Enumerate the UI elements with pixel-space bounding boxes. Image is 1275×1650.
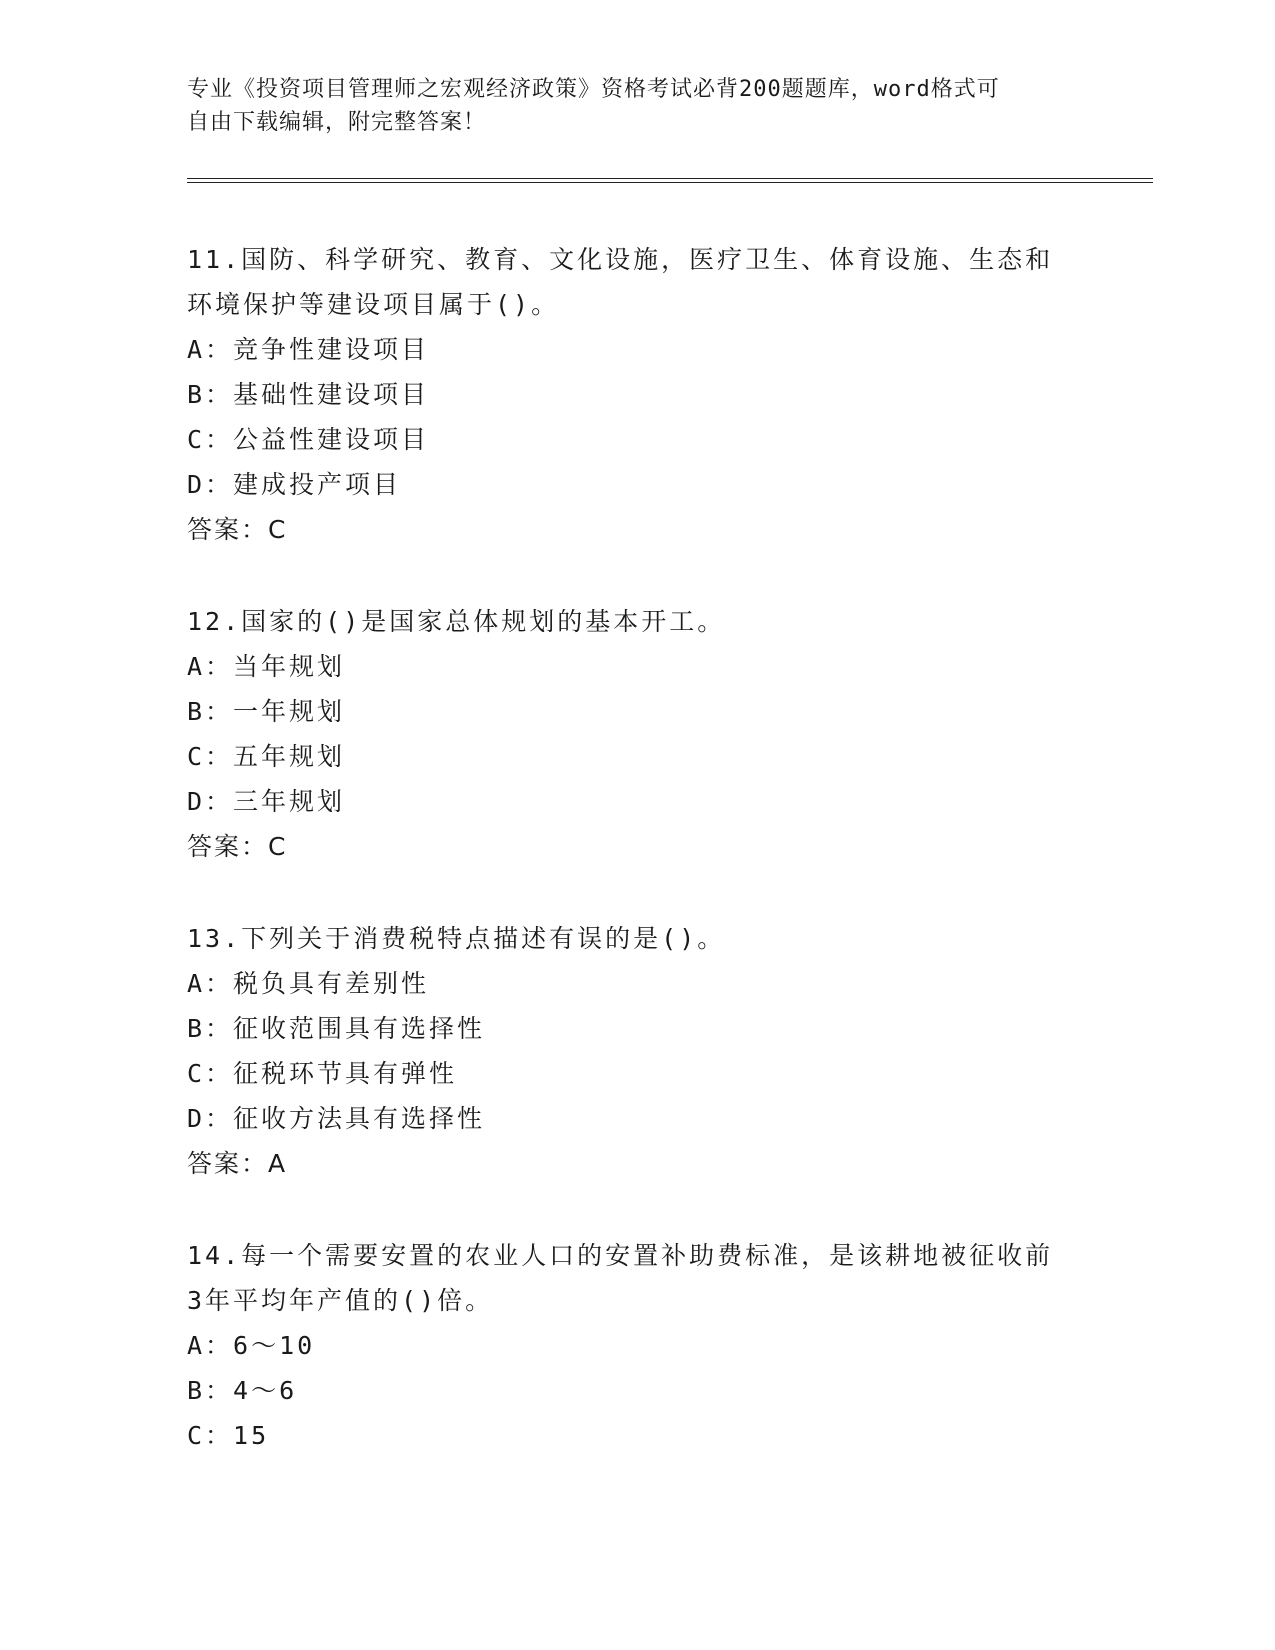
answer: 答案：C: [187, 832, 288, 861]
option-a: A：税负具有差别性: [187, 969, 430, 998]
question-list: [187, 237, 1087, 1458]
option-c: C：15: [187, 1421, 270, 1450]
option-a: A：当年规划: [187, 652, 346, 681]
option-b: B：4～6: [187, 1376, 298, 1405]
question-stem: [187, 599, 1087, 644]
option-b: B：一年规划: [187, 697, 346, 726]
question-stem: [187, 916, 1087, 961]
option-d: D：建成投产项目: [187, 470, 402, 499]
question-stem-line-1: 11.国防、科学研究、教育、文化设施，医疗卫生、体育设施、生态和: [187, 245, 1054, 274]
question-stem: [187, 237, 1087, 327]
question-stem-line-2: 环境保护等建设项目属于()。: [187, 290, 560, 319]
question-stem-line-1: 12.国家的()是国家总体规划的基本开工。: [187, 607, 726, 636]
answer: 答案：C: [187, 515, 288, 544]
question-14: [187, 1233, 1087, 1458]
header-line-1: 专业《投资项目管理师之宏观经济政策》资格考试必背200题题库，word格式可: [187, 77, 1000, 102]
option-b: B：征收范围具有选择性: [187, 1014, 486, 1043]
question-12: [187, 599, 1087, 869]
option-a: A：6～10: [187, 1331, 316, 1360]
question-spacer: [187, 869, 1087, 916]
question-stem: [187, 1233, 1087, 1323]
option-a: A：竞争性建设项目: [187, 335, 430, 364]
question-11: [187, 237, 1087, 552]
question-spacer: [187, 1186, 1087, 1233]
question-stem-line-2: 3年平均年产值的()倍。: [187, 1286, 494, 1315]
answer: 答案：A: [187, 1149, 288, 1178]
option-c: C：公益性建设项目: [187, 425, 430, 454]
option-d: D：三年规划: [187, 787, 346, 816]
document-header: [187, 73, 1087, 139]
option-b: B：基础性建设项目: [187, 380, 430, 409]
question-13: [187, 916, 1087, 1186]
option-c: C：五年规划: [187, 742, 346, 771]
question-spacer: [187, 552, 1087, 599]
option-d: D：征收方法具有选择性: [187, 1104, 486, 1133]
header-line-2: 自由下载编辑，附完整答案！: [187, 110, 487, 135]
question-stem-line-1: 13.下列关于消费税特点描述有误的是()。: [187, 924, 726, 953]
header-divider: [187, 178, 1153, 183]
question-stem-line-1: 14.每一个需要安置的农业人口的安置补助费标准，是该耕地被征收前: [187, 1241, 1054, 1270]
option-c: C：征税环节具有弹性: [187, 1059, 458, 1088]
